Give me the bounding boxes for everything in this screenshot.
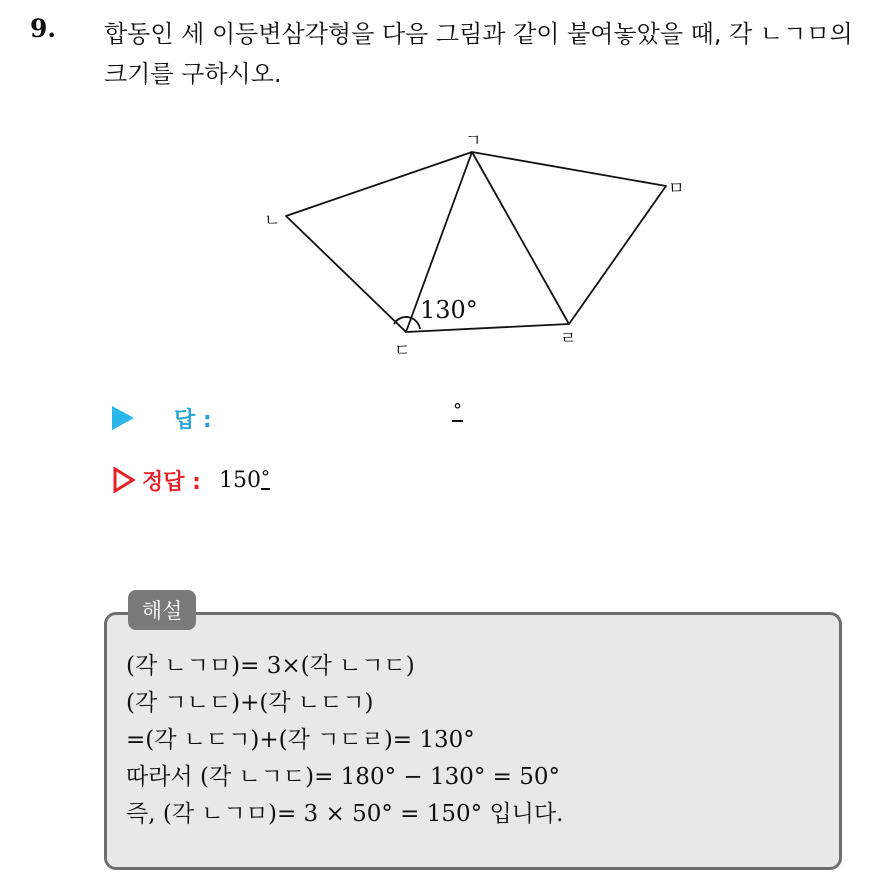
solution-body xyxy=(126,648,563,833)
correct-answer-label: 정답 : xyxy=(142,469,201,495)
question-number: 9. xyxy=(30,14,57,43)
vertex-label-bottom-right: ㄹ xyxy=(560,329,577,349)
correct-answer-value xyxy=(219,468,270,493)
play-triangle-icon xyxy=(112,406,134,430)
solution-line: =(각 ㄴㄷㄱ)+(각 ㄱㄷㄹ)= 130° xyxy=(126,727,475,753)
correct-answer-number: 150 xyxy=(218,467,261,493)
solution-line: 즉, (각 ㄴㄱㅁ)= 3 × 50° = 150° 입니다. xyxy=(126,801,564,827)
vertex-label-left: ㄴ xyxy=(264,211,281,231)
figure-diagonal-right xyxy=(472,152,569,324)
answer-label: 답 : xyxy=(174,407,212,433)
vertex-label-bottom-left: ㄷ xyxy=(394,341,411,360)
answer-row xyxy=(112,400,462,436)
vertex-label-right: ㅁ xyxy=(668,179,685,199)
question-text: 합동인 세 이등변삼각형을 다음 그림과 같이 붙여놓았을 때, 각 ㄴㄱㅁ의 크기를 구하시오. xyxy=(104,20,853,88)
correct-answer-unit: ° xyxy=(260,466,270,488)
vertex-label-top: ㄱ xyxy=(465,131,482,151)
pentagon-figure xyxy=(252,124,692,360)
angle-label: 130° xyxy=(420,296,478,324)
solution-line: 따라서 (각 ㄴㄱㄷ)= 180° − 130° = 50° xyxy=(126,764,561,790)
outline-triangle-icon xyxy=(112,466,136,494)
solution-line: (각 ㄴㄱㅁ)= 3×(각 ㄴㄱㄷ) xyxy=(126,653,415,679)
solution-tab: 해설 xyxy=(128,590,196,630)
correct-answer-row xyxy=(112,462,270,498)
solution-line: (각 ㄱㄴㄷ)+(각 ㄴㄷㄱ) xyxy=(126,690,374,716)
answer-unit: ° xyxy=(453,400,462,421)
